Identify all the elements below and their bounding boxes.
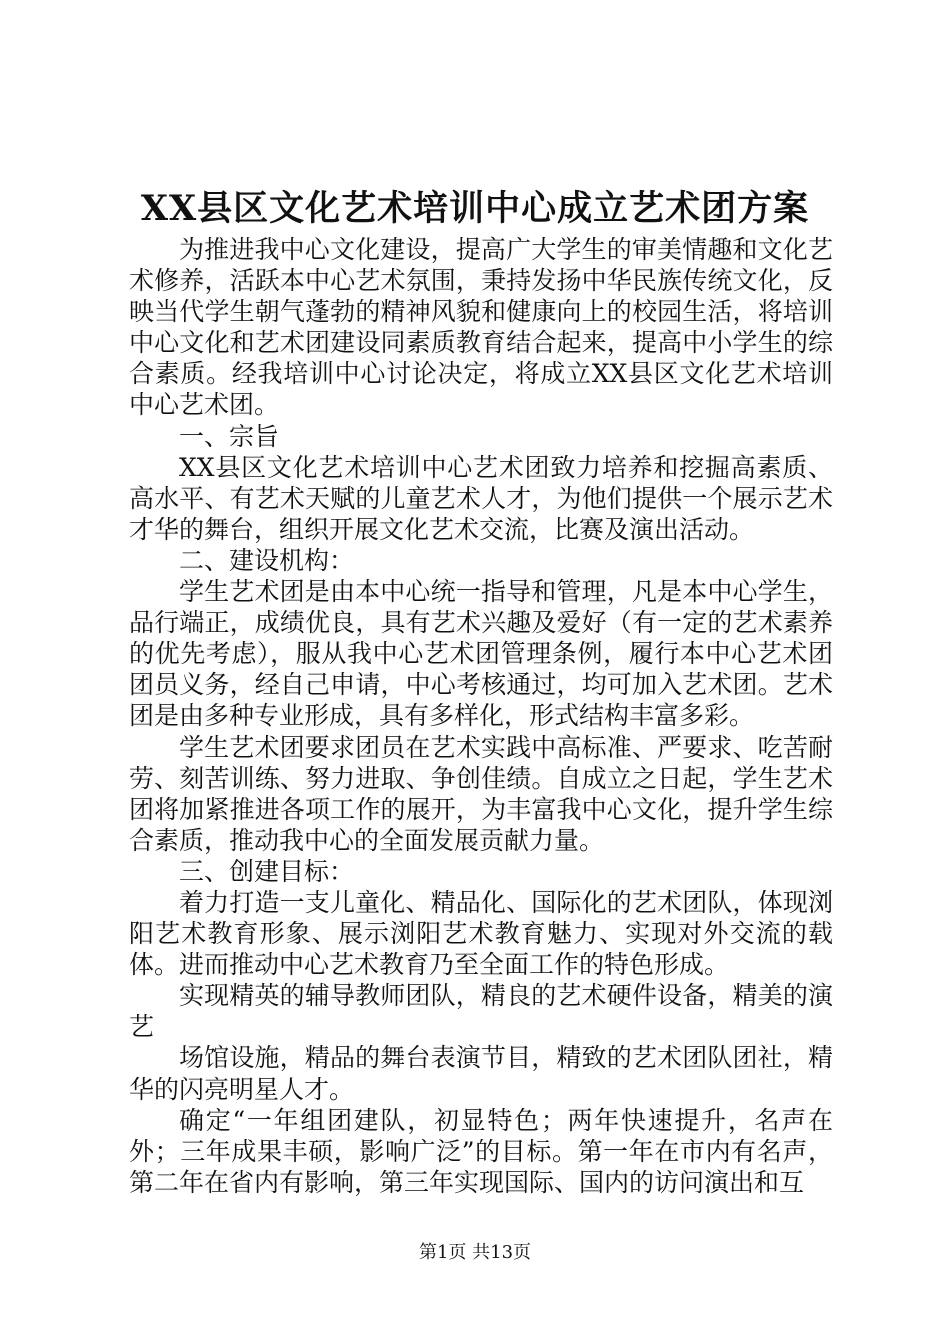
section-heading-organization: 二、建设机构： <box>179 545 355 575</box>
paragraph-goals-4: 确定“一年组团建队，初显特色；两年快速提升，名声在外；三年成果丰硕，影响广泛”的目标。第一年在市内有名声，第二年在省内有影响，第三年实现国际、国内的访问演出和互 <box>129 1105 833 1197</box>
document-title: XX县区文化艺术培训中心成立艺术团方案 <box>140 188 810 229</box>
section-heading-purpose: 一、宗旨 <box>179 421 280 451</box>
paragraph-organization-1: 学生艺术团是由本中心统一指导和管理，凡是本中心学生，品行端正，成绩优良，具有艺术兴趣及爱好（有一定的艺术素养的优先考虑），服从我中心艺术团管理条例，履行本中心艺术团团员义务，经自己申请，中心考核通过，均可加入艺术团。艺术团是由多种专业形成，具有多样化，形式结构丰富多彩。 <box>129 577 833 731</box>
paragraph-goals-1: 着力打造一支儿童化、精品化、国际化的艺术团队，体现浏阳艺术教育形象、展示浏阳艺术教育魅力、实现对外交流的载体。进而推动中心艺术教育乃至全面工作的特色形成。 <box>129 887 833 980</box>
section-heading-goals: 三、创建目标： <box>179 856 355 886</box>
page-footer: 第1页 共13页 <box>418 1242 532 1263</box>
paragraph-goals-3: 场馆设施，精品的舞台表演节目，精致的艺术团队团社，精华的闪亮明星人才。 <box>129 1043 833 1104</box>
paragraph-goals-2: 实现精英的辅导教师团队，精良的艺术硬件设备，精美的演艺 <box>129 981 833 1042</box>
paragraph-organization-2: 学生艺术团要求团员在艺术实践中高标准、严要求、吃苦耐劳、刻苦训练、努力进取、争创佳绩。自成立之日起，学生艺术团将加紧推进各项工作的展开，为丰富我中心文化，提升学生综合素质，推动我中心的全面发展贡献力量。 <box>129 732 833 855</box>
document-body <box>129 234 833 1198</box>
paragraph-purpose: XX县区文化艺术培训中心艺术团致力培养和挖掘高素质、高水平、有艺术天赋的儿童艺术人才，为他们提供一个展示艺术才华的舞台，组织开展文化艺术交流，比赛及演出活动。 <box>129 452 833 544</box>
paragraph-intro: 为推进我中心文化建设，提高广大学生的审美情趣和文化艺术修养，活跃本中心艺术氛围，秉持发扬中华民族传统文化，反映当代学生朝气蓬勃的精神风貌和健康向上的校园生活，将培训中心文化和艺术团建设同素质教育结合起来，提高中小学生的综合素质。经我培训中心讨论决定，将成立XX县区文化艺术培训中心艺术团。 <box>129 235 833 420</box>
